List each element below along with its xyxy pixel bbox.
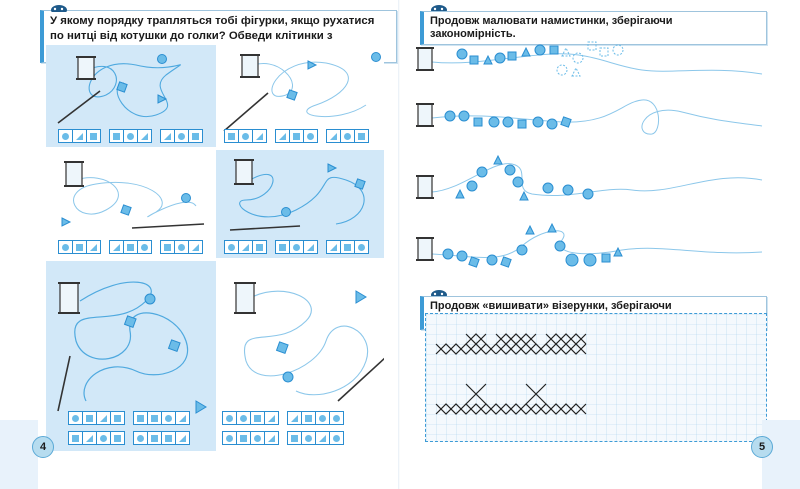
needle-icon bbox=[58, 356, 70, 411]
answer-option[interactable] bbox=[222, 411, 279, 425]
spool-icon bbox=[76, 57, 96, 79]
embroidery-instruction-text: Продовж «вишивати» візерунки, зберігаючи bbox=[430, 300, 672, 312]
needle-icon bbox=[132, 224, 204, 228]
puzzle-panel-4 bbox=[216, 150, 384, 258]
answer-row-2 bbox=[224, 129, 369, 143]
spool-icon bbox=[416, 48, 434, 70]
answer-row-3 bbox=[58, 240, 203, 254]
answer-option[interactable] bbox=[287, 431, 344, 445]
page-number-left-text: 4 bbox=[39, 441, 47, 453]
answer-option[interactable] bbox=[68, 431, 125, 445]
needle-icon bbox=[224, 93, 268, 131]
puzzle-panel-3 bbox=[46, 150, 216, 258]
answer-option[interactable] bbox=[222, 431, 279, 445]
spool-icon bbox=[240, 55, 260, 77]
answer-option[interactable] bbox=[224, 129, 267, 143]
left-instruction-text: У якому порядку трапляться тобі фігурки, якщо рухатися по нитці від котушки до голки? Обведи клітинки з bbox=[50, 15, 375, 42]
answer-row-1 bbox=[58, 129, 203, 143]
needle-icon bbox=[58, 91, 100, 123]
needle-icon bbox=[338, 357, 384, 401]
page-number-left bbox=[32, 436, 54, 458]
answer-option[interactable] bbox=[275, 240, 318, 254]
answer-option[interactable] bbox=[326, 240, 369, 254]
puzzle-panel-2 bbox=[216, 45, 384, 147]
answer-option[interactable] bbox=[160, 240, 203, 254]
answer-row-6a bbox=[222, 411, 344, 425]
answer-row-4 bbox=[224, 240, 369, 254]
puzzle-panel-1 bbox=[46, 45, 216, 147]
answer-row-5a bbox=[68, 411, 190, 425]
bead-row-1 bbox=[412, 36, 772, 84]
page-corner-left bbox=[0, 420, 38, 489]
answer-option[interactable] bbox=[160, 129, 203, 143]
bead-row-3 bbox=[412, 150, 772, 212]
spool-icon bbox=[416, 104, 434, 126]
spool-icon bbox=[416, 238, 434, 260]
puzzle-panel-6 bbox=[216, 261, 384, 451]
answer-row-5b bbox=[68, 431, 190, 445]
answer-option[interactable] bbox=[109, 240, 152, 254]
answer-option[interactable] bbox=[68, 411, 125, 425]
answer-row-6b bbox=[222, 431, 344, 445]
beads-instruction-text: Продовж малювати намистинки, зберігаючи закономірність. bbox=[430, 15, 673, 40]
answer-option[interactable] bbox=[275, 129, 318, 143]
answer-option[interactable] bbox=[133, 431, 190, 445]
answer-option[interactable] bbox=[133, 411, 190, 425]
bead-row-2 bbox=[412, 92, 772, 142]
bead-row-4 bbox=[412, 216, 772, 276]
page-number-right bbox=[751, 436, 773, 458]
spool-icon bbox=[64, 162, 84, 186]
needle-icon bbox=[230, 226, 300, 230]
puzzle-panel-5 bbox=[46, 261, 216, 451]
answer-option[interactable] bbox=[58, 129, 101, 143]
answer-option[interactable] bbox=[326, 129, 369, 143]
ladybug-icon bbox=[50, 3, 68, 12]
spool-icon bbox=[416, 176, 434, 198]
spool-icon bbox=[234, 283, 256, 313]
page-number-right-text: 5 bbox=[758, 441, 766, 453]
spool-icon bbox=[58, 283, 80, 313]
stitch-grid-drawing bbox=[426, 314, 766, 441]
answer-option[interactable] bbox=[58, 240, 101, 254]
embroidery-grid[interactable] bbox=[425, 313, 767, 442]
answer-option[interactable] bbox=[287, 411, 344, 425]
answer-option[interactable] bbox=[224, 240, 267, 254]
answer-option[interactable] bbox=[109, 129, 152, 143]
spool-icon bbox=[234, 160, 254, 184]
